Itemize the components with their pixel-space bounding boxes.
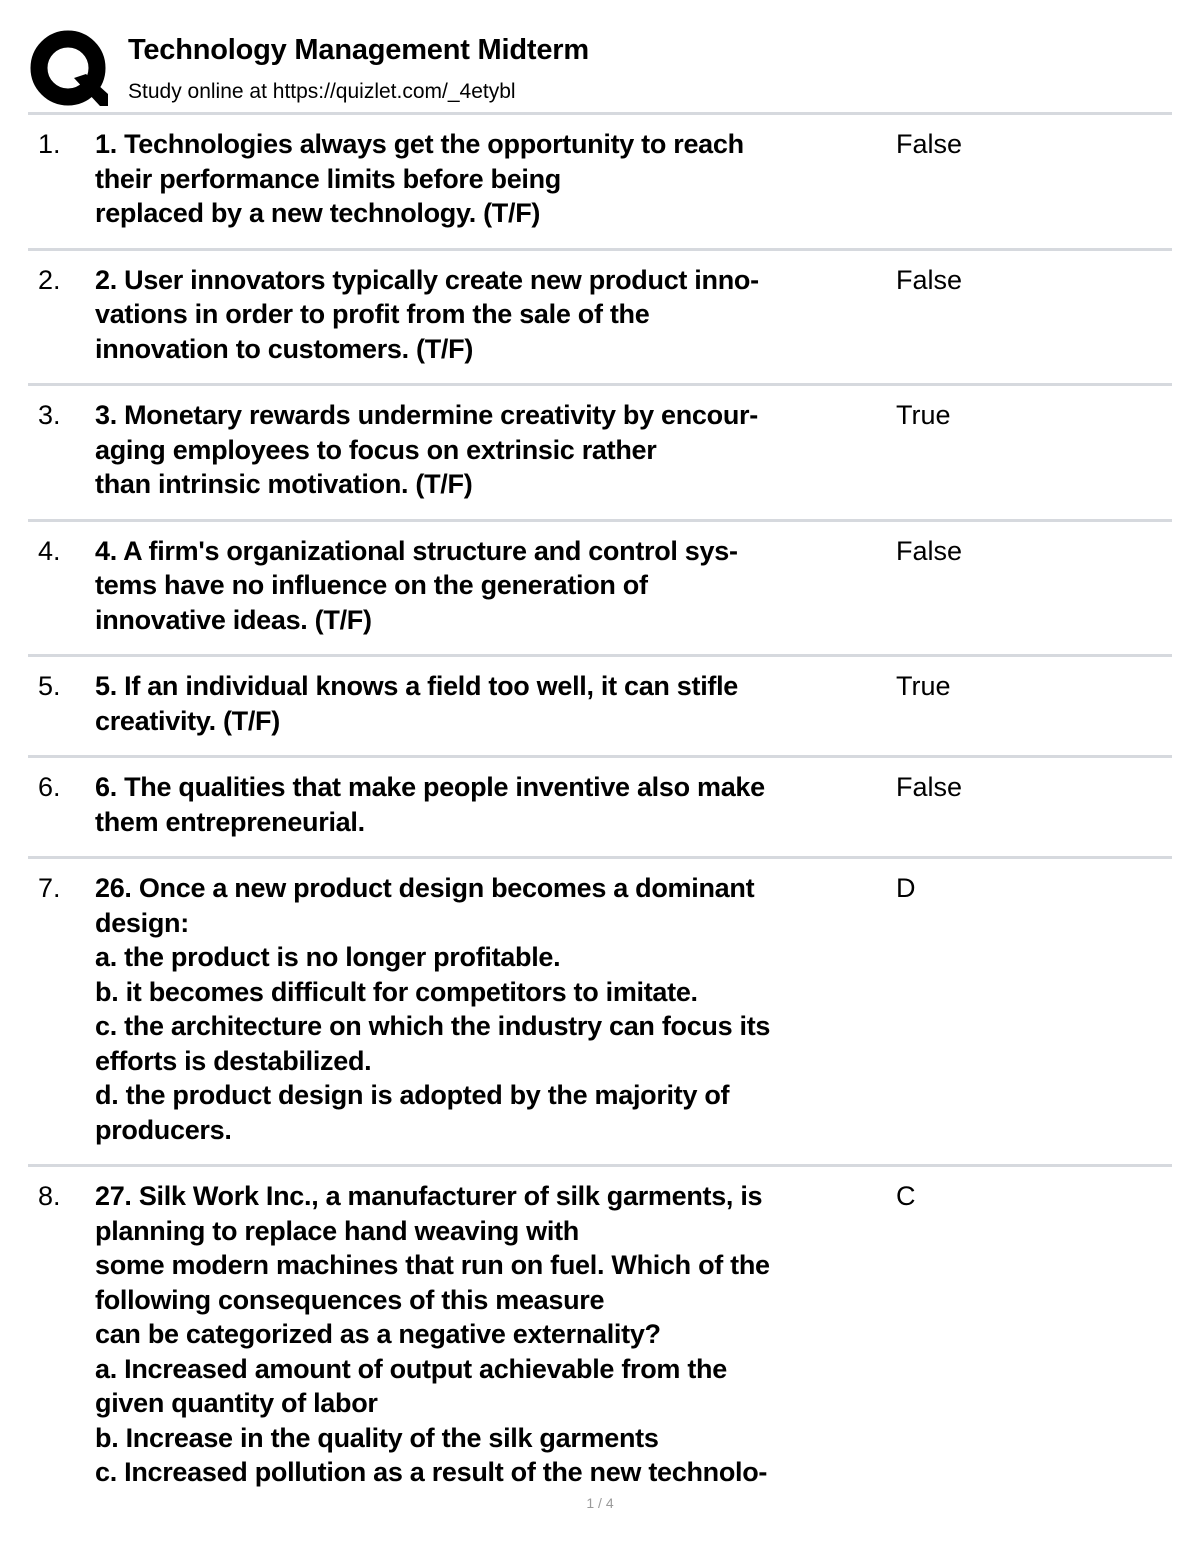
- card-answer: True: [896, 400, 951, 430]
- page-title: Technology Management Midterm: [128, 34, 589, 66]
- card-number: 4.: [38, 535, 61, 566]
- page-header: [30, 28, 1170, 112]
- flashcard-row: [28, 251, 1172, 387]
- flashcard-row: [28, 1167, 1172, 1507]
- flashcard-list: [28, 115, 1172, 1507]
- flashcard-row: [28, 859, 1172, 1167]
- card-answer: C: [896, 1181, 916, 1211]
- card-number: 5.: [38, 671, 61, 701]
- card-number: 7.: [38, 873, 61, 903]
- flashcard-row: [28, 758, 1172, 859]
- card-number: 2.: [38, 264, 61, 295]
- page-number: 1 / 4: [586, 1495, 614, 1511]
- card-term: 3. Monetary rewards undermine creativity by encour- aging employees to focus on extrinsic rather than intrinsic motivation. (T/F): [95, 400, 758, 499]
- study-link[interactable]: Study online at https://quizlet.com/_4etybl: [128, 80, 516, 103]
- card-answer: False: [896, 535, 963, 566]
- card-term: 2. User innovators typically create new product inno- vations in order to profit from the sale of the innovation to customers. (T/F): [95, 264, 759, 364]
- card-term: 1. Technologies always get the opportunity to reach their performance limits before being replaced by a new technology. (T/F): [95, 129, 744, 228]
- card-term: 26. Once a new product design becomes a dominant design: a. the product is no longer profitable. b. it becomes difficult for competitors to imitate. c. the architecture on which the industry can focus its efforts is destabilized. d. the product design is adopted by the majority of producers.: [95, 873, 771, 1145]
- card-number: 6.: [38, 772, 61, 802]
- card-term: 5. If an individual knows a field too well, it can stifle creativity. (T/F): [95, 671, 739, 736]
- card-term: 27. Silk Work Inc., a manufacturer of silk garments, is planning to replace hand weaving with some modern machines that run on fuel. Which of the following consequences of this measure can be categorized as a negative externality? a. Increased amount of output achievable from the given quantity of labor b. Increase in the quality of the silk garments c. Increased pollution as a result of the new technolo-: [95, 1181, 770, 1487]
- card-answer: False: [896, 264, 963, 295]
- flashcard-row: [28, 386, 1172, 522]
- card-number: 1.: [38, 129, 61, 159]
- flashcard-row: [28, 115, 1172, 251]
- flashcard-row: [28, 522, 1172, 658]
- card-answer: D: [896, 873, 916, 903]
- card-term: 6. The qualities that make people inventive also make them entrepreneurial.: [95, 772, 765, 837]
- card-number: 8.: [38, 1181, 61, 1211]
- card-number: 3.: [38, 400, 61, 430]
- card-term: 4. A firm's organizational structure and control sys- tems have no influence on the generation of innovative ideas. (T/F): [95, 535, 738, 635]
- card-answer: False: [896, 129, 963, 159]
- card-answer: False: [896, 772, 963, 802]
- flashcard-row: [28, 657, 1172, 758]
- card-answer: True: [896, 671, 951, 701]
- quizlet-logo-icon: [30, 30, 110, 110]
